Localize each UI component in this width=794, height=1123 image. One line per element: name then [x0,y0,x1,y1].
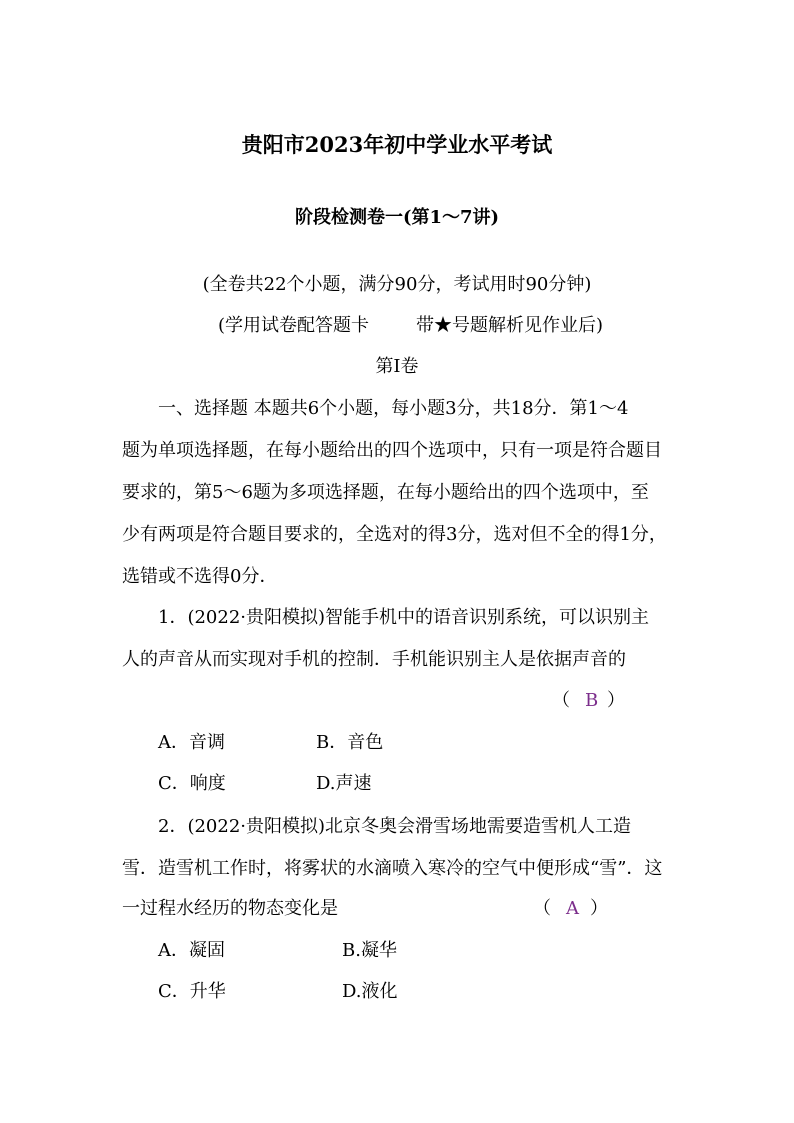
question-1-line-1: 1．(2022·贵阳模拟)智能手机中的语音识别系统，可以识别主 [158,607,650,628]
question-2-option-a: A．凝固 [158,940,225,961]
answer-letter: B [585,690,599,711]
section-line-4: 少有两项是符合题目要求的，全选对的得3分，选对但不全的得1分， [122,524,667,545]
section-line-5: 选错或不选得0分． [122,566,278,587]
section-line-1: 一、选择题 本题共6个小题，每小题3分，共18分．第1～4 [158,398,629,419]
question-1-option-c: C．响度 [158,773,226,794]
question-2-line-3-text: 一过程水经历的物态变化是 [122,898,338,919]
question-2-option-b: B.凝华 [342,940,397,961]
question-1-option-d: D.声速 [316,773,372,794]
answer-open-paren: （ [533,898,551,919]
exam-subtitle: 阶段检测卷一(第1～7讲) [294,207,500,228]
section-line-2: 题为单项选择题，在每小题给出的四个选项中，只有一项是符合题目 [122,440,662,461]
answer-close-paren: ） [590,898,608,919]
answer-letter: A [566,898,579,919]
question-2-option-d: D.液化 [342,981,398,1002]
question-2-line-2: 雪．造雪机工作时，将雾状的水滴喷入寒冷的空气中便形成“雪”．这 [122,858,663,879]
question-1-option-a: A．音调 [158,732,225,753]
info-line-2-right: 带★号题解析见作业后) [416,315,604,336]
volume-label: 第Ⅰ卷 [375,356,419,377]
question-2-option-c: C．升华 [158,981,226,1002]
answer-close-paren: ） [607,690,625,711]
info-line-2-left: (学用试卷配答题卡 [218,315,370,336]
exam-title: 贵阳市2023年初中学业水平考试 [241,132,553,157]
section-line-3: 要求的，第5～6题为多项选择题，在每小题给出的四个选项中，至 [122,482,649,503]
exam-info-line-1: (全卷共22个小题，满分90分，考试用时90分钟) [202,274,592,295]
question-1-option-b: B．音色 [316,732,384,753]
question-2-line-1: 2．(2022·贵阳模拟)北京冬奥会滑雪场地需要造雪机人工造 [158,816,632,837]
question-1-line-2: 人的声音从而实现对手机的控制．手机能识别主人是依据声音的 [122,649,626,670]
answer-open-paren: （ [552,690,570,711]
